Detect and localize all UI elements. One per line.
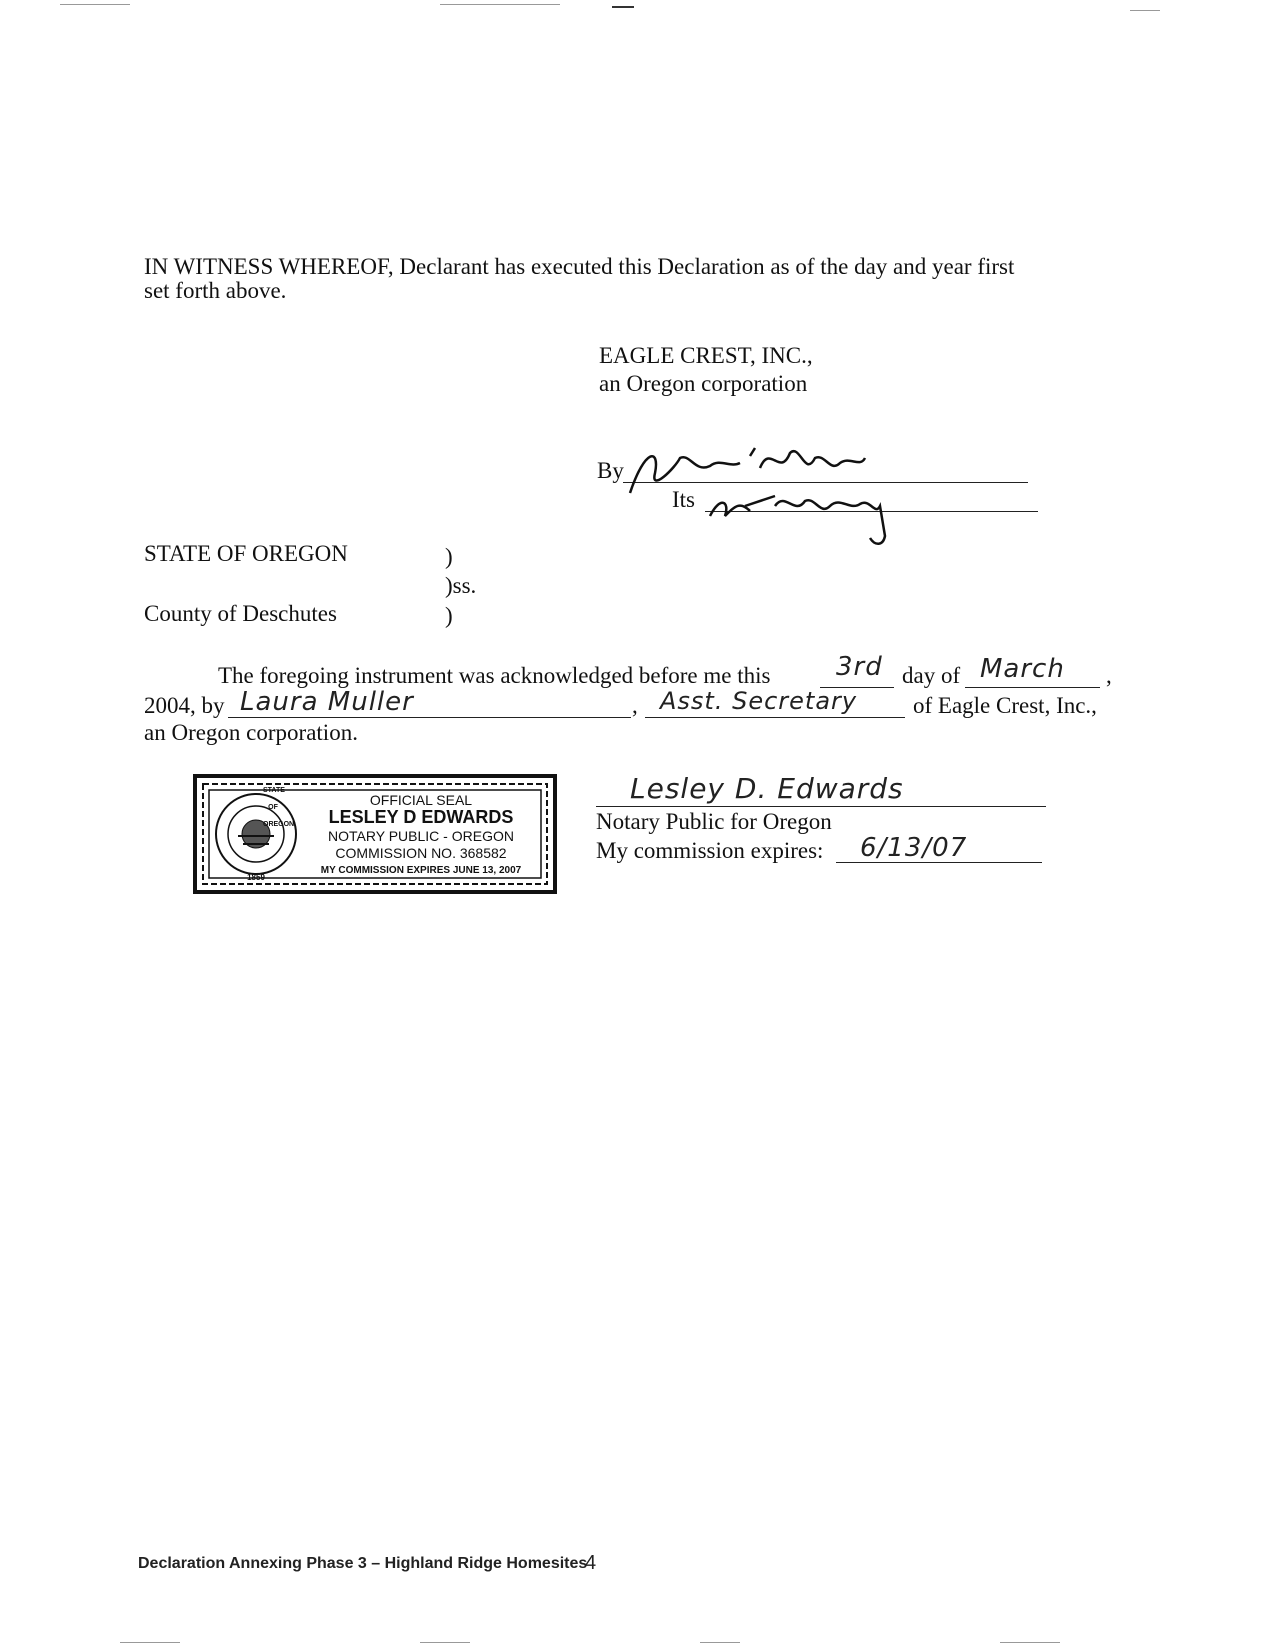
scan-artifact: [60, 4, 130, 5]
scan-artifact: [1130, 10, 1160, 11]
its-label: Its: [672, 487, 695, 512]
corp-line: an Oregon corporation.: [144, 720, 358, 745]
seal-line-1: OFFICIAL SEAL: [369, 792, 473, 808]
scan-artifact: [612, 6, 634, 8]
day-written: 3rd: [836, 652, 883, 682]
title-written: Asst. Secretary: [660, 687, 858, 715]
by-label: By: [597, 458, 624, 483]
scan-artifact: [420, 1642, 470, 1643]
notary-signature: Lesley D. Edwards: [630, 772, 904, 805]
seal-line-4: COMMISSION NO. 368582: [335, 845, 507, 861]
of-company: of Eagle Crest, Inc.,: [913, 693, 1097, 718]
name-line: [228, 717, 631, 718]
seal-emblem-text: STATE OF OREGON: [263, 787, 295, 828]
venue-ss: )ss.: [445, 573, 477, 598]
ack-comma-end: ,: [1106, 663, 1112, 688]
seal-emblem-year: 1859: [247, 873, 265, 882]
title-line: [645, 717, 905, 718]
seal-line-3: NOTARY PUBLIC - OREGON: [328, 828, 514, 844]
notary-title: Notary Public for Oregon: [596, 809, 832, 834]
scan-artifact: [440, 4, 560, 5]
scan-artifact: [1000, 1642, 1060, 1643]
state-label: STATE OF OREGON: [144, 541, 348, 566]
page-number: 4: [585, 1552, 597, 1574]
its-signature: [705, 476, 905, 551]
county-label: County of Deschutes: [144, 601, 337, 626]
ack-comma: ,: [632, 693, 638, 718]
seal-line-5: MY COMMISSION EXPIRES JUNE 13, 2007: [320, 865, 522, 876]
month-line: [965, 687, 1100, 688]
year-by: 2004, by: [144, 693, 225, 718]
scan-artifact: [120, 1642, 180, 1643]
company-name: EAGLE CREST, INC.,: [599, 343, 813, 368]
venue-paren-bottom: ): [445, 603, 453, 628]
company-type: an Oregon corporation: [599, 371, 808, 396]
witness-line-1: IN WITNESS WHEREOF, Declarant has executed this Declaration as of the day and year first: [144, 254, 1015, 279]
expires-written: 6/13/07: [860, 833, 968, 863]
witness-line-2: set forth above.: [144, 278, 287, 303]
month-written: March: [980, 654, 1065, 684]
ack-text-b: day of: [902, 663, 961, 688]
scan-artifact: [700, 1642, 740, 1643]
venue-paren-top: ): [445, 544, 453, 569]
official-seal: [193, 774, 557, 894]
footer-title: Declaration Annexing Phase 3 – Highland Ridge Homesites: [138, 1555, 588, 1572]
ack-text-a: The foregoing instrument was acknowledged before me this: [218, 663, 771, 688]
notary-signature-line: [596, 806, 1046, 807]
expires-label: My commission expires:: [596, 838, 824, 863]
name-written: Laura Muller: [240, 687, 414, 717]
seal-line-2: LESLEY D EDWARDS: [328, 807, 514, 827]
